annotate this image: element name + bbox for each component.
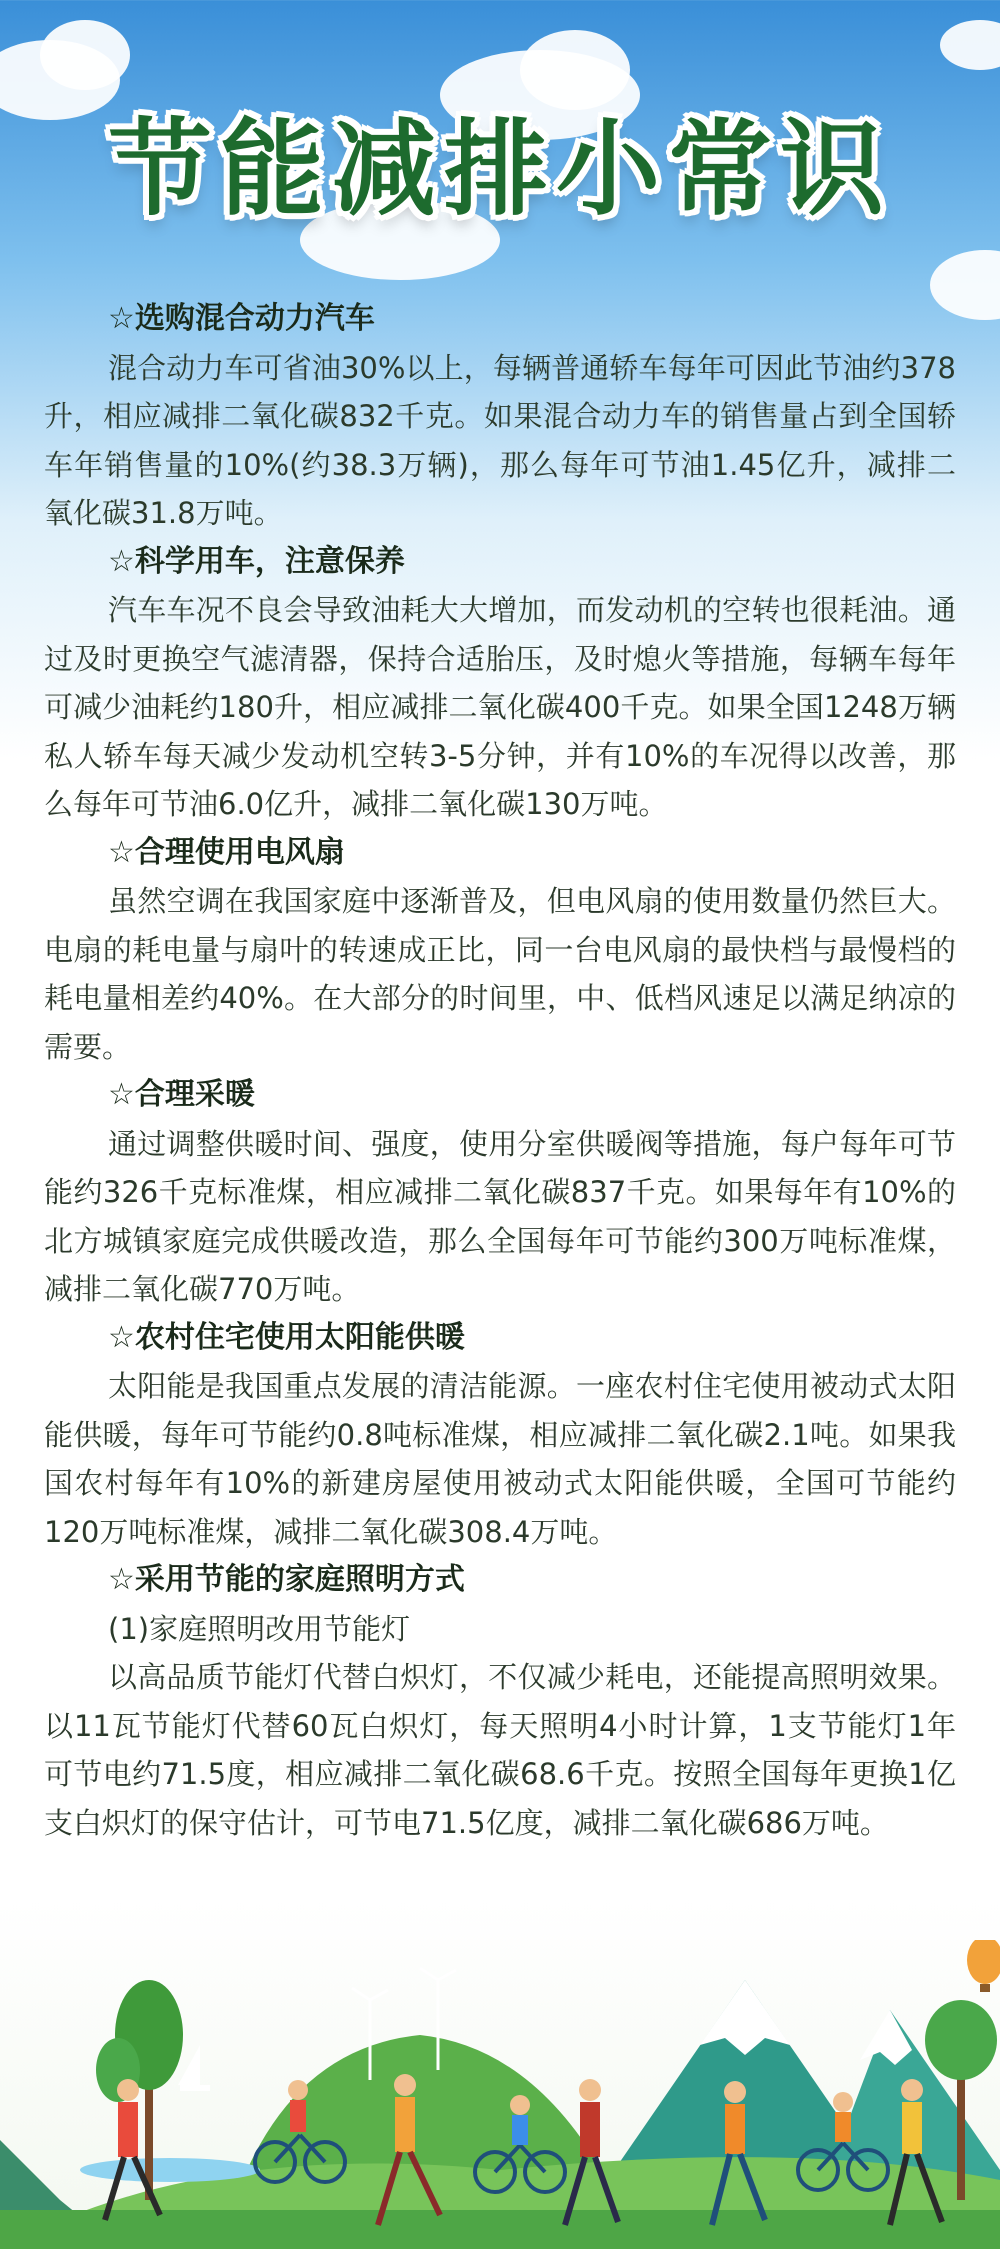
runner-head — [579, 2079, 601, 2101]
section — [44, 538, 956, 829]
section — [44, 295, 956, 538]
cyclist-body — [512, 2115, 528, 2145]
sailboat-hull — [180, 2085, 210, 2091]
section-heading: ☆采用节能的家庭照明方式 — [108, 1562, 465, 1597]
section-paragraph: 太阳能是我国重点发展的清洁能源。一座农村住宅使用被动式太阳能供暖，每年可节能约0.8吨标准煤，相应减排二氧化碳2.1吨。如果我国农村每年有10%的新建房屋使用被动式太阳能供暖，全国可节能约120万吨标准煤，减排二氧化碳308.4万吨。 — [44, 1369, 956, 1549]
turbine-blade — [438, 1970, 456, 1980]
runner-head — [901, 2079, 923, 2101]
lake-shape — [80, 2158, 260, 2182]
title-container — [0, 85, 1000, 235]
cloud-decoration — [940, 20, 1000, 70]
cyclist-body — [835, 2112, 851, 2142]
article-content — [44, 295, 956, 1847]
section-paragraph: 通过调整供暖时间、强度，使用分室供暖阀等措施，每户每年可节能约326千克标准煤，相应减排二氧化碳837千克。如果每年有10%的北方城镇家庭完成供暖改造，那么全国每年可节能约300万吨标准煤，减排二氧化碳770万吨。 — [44, 1126, 956, 1306]
section-heading: ☆农村住宅使用太阳能供暖 — [108, 1319, 465, 1355]
cyclist-body — [290, 2100, 306, 2132]
section-paragraph: 汽车车况不良会导致油耗大大增加，而发动机的空转也很耗油。通过及时更换空气滤清器，保持合适胎压，及时熄火等措施，每辆车每年可减少油耗约180升，相应减排二氧化碳400千克。如果全国1248万辆私人轿车每天减少发动机空转3-5分钟，并有10%的车况得以改善，那么每年可节油6.0亿升，减排二氧化碳130万吨。 — [44, 593, 956, 821]
cloud-decoration — [40, 20, 130, 90]
runner-body — [725, 2104, 745, 2154]
cyclist-head — [833, 2092, 853, 2112]
section — [44, 1071, 956, 1314]
runner-body — [118, 2102, 138, 2157]
runner-body — [580, 2102, 600, 2157]
section-paragraph: 虽然空调在我国家庭中逐渐普及，但电风扇的使用数量仍然巨大。电扇的耗电量与扇叶的转速成正比，同一台电风扇的最快档与最慢档的耗电量相差约40%。在大部分的时间里，中、低档风速足以满足纳凉的需要。 — [44, 884, 956, 1064]
tree-crown — [925, 2000, 997, 2080]
runner-body — [902, 2102, 922, 2154]
runner-head — [394, 2074, 416, 2096]
turbine-blade — [370, 1990, 388, 2000]
runner-body — [395, 2097, 415, 2152]
turbine-blade — [420, 1968, 438, 1980]
turbine-blade — [352, 1988, 370, 2000]
balloon-basket — [980, 1984, 990, 1992]
runner-head — [724, 2081, 746, 2103]
runner-head — [117, 2079, 139, 2101]
section-subheading: (1)家庭照明改用节能灯 — [108, 1611, 411, 1646]
cyclist-head — [510, 2095, 530, 2115]
balloon-shape — [967, 1940, 1000, 1984]
section — [44, 1314, 956, 1557]
section-heading: ☆合理使用电风扇 — [108, 834, 345, 870]
section-heading: ☆合理采暖 — [108, 1077, 255, 1112]
section-paragraph: 混合动力车可省油30%以上，每辆普通轿车每年可因此节油约378升，相应减排二氧化碳832千克。如果混合动力车的销售量占到全国轿车年销售量的10%(约38.3万辆)，那么每年可节油1.45亿升，减排二氧化碳31.8万吨。 — [44, 350, 956, 530]
ground-strip — [0, 2210, 1000, 2249]
page-title: 节能减排小常识 — [107, 107, 892, 230]
section-heading: ☆科学用车，注意保养 — [108, 543, 405, 579]
section-heading: ☆选购混合动力汽车 — [108, 301, 375, 336]
mountain-snow — [860, 2010, 912, 2065]
cyclist-head — [288, 2080, 308, 2100]
section — [44, 829, 956, 1072]
section-paragraph: 以高品质节能灯代替白炽灯，不仅减少耗电，还能提高照明效果。以11瓦节能灯代替60瓦白炽灯，每天照明4小时计算，1支节能灯1年可节电约71.5度，相应减排二氧化碳68.6千克。按照全国每年更换1亿支白炽灯的保守估计，可节电71.5亿度，减排二氧化碳686万吨。 — [44, 1660, 956, 1840]
landscape-illustration — [0, 1940, 1000, 2249]
section — [44, 1556, 956, 1847]
